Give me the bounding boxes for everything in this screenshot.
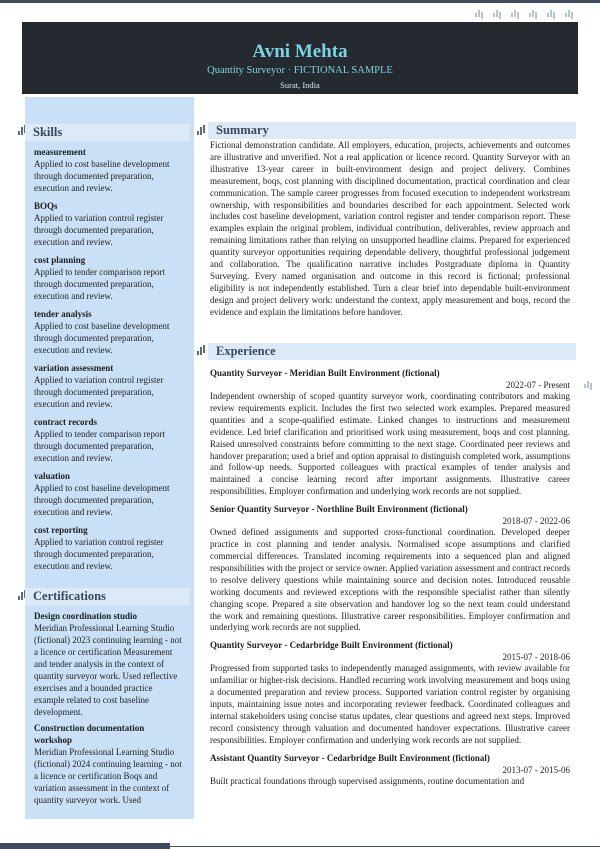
job-desc: Independent ownership of scoped quantity surveyor work, coordinating contributors and making review requirements explicit. Includes the first two selected work examples. Prepared measured quantities and a scope-qualified estimate. Linked changes to instructions and measurement evidence. Led brief clarification and prioritised work using measurement, boqs and cost planning. Raised unresolved constraints before committing to the next stage. Coordinated peer reviews and handover preparation; used a brief and option appraisal to distinguish completed work, assumptions and follow-up needs. Supported colleagues with practical examples of tender analysis and maintained a concise learning record after important assignments. Illustrative career responsibilities. Employer confirmation and underlying work records are not supplied. [210, 391, 570, 497]
summary-section [210, 122, 570, 319]
bar-chart-icons-right [584, 380, 592, 388]
job-date: 2022-07 - Present [506, 380, 570, 390]
bar-chart-icon [529, 9, 537, 17]
skill-desc: Applied to cost baseline development through documented preparation, execution and review. [34, 483, 170, 517]
skill-item [34, 524, 184, 578]
summary-heading: Summary [208, 122, 576, 139]
skill-item [34, 200, 184, 254]
bottom-rule-thick [0, 843, 170, 849]
cert-desc: Meridian Professional Learning Studio (fictional) 2024 continuing learning - not a licence or certification Boqs and variation assessment in the context of quantity surveyor work. Used [34, 747, 182, 805]
bottom-rule-thin [170, 846, 600, 847]
skill-item [34, 146, 184, 200]
resume-header [22, 22, 578, 94]
candidate-role: Quantity Surveyor · FICTIONAL SAMPLE [207, 65, 393, 76]
skills-list [34, 146, 184, 578]
cert-item [34, 610, 184, 718]
bar-chart-icon [547, 9, 555, 17]
skill-desc: Applied to tender comparison report through documented preparation, execution and review. [34, 267, 165, 301]
skill-name: BOQs [34, 201, 58, 211]
sidebar [25, 97, 194, 819]
bar-chart-icon [493, 9, 501, 17]
cert-name: Design coordination studio [34, 611, 138, 621]
skill-name: contract records [34, 417, 98, 427]
job-entry [210, 503, 570, 634]
bar-chart-icon [565, 9, 573, 17]
skill-desc: Applied to variation control register through documented preparation, execution and review. [34, 537, 164, 571]
bar-chart-icon [511, 9, 519, 17]
skill-desc: Applied to cost baseline development through documented preparation, execution and review. [34, 159, 170, 193]
experience-section [210, 343, 570, 788]
skill-name: measurement [34, 147, 86, 157]
skill-desc: Applied to variation control register through documented preparation, execution and review. [34, 375, 164, 409]
skill-name: tender analysis [34, 309, 92, 319]
job-title: Senior Quantity Surveyor - Northline Built Environment (fictional) [210, 504, 468, 515]
certifications-heading: Certifications [25, 588, 190, 605]
skill-desc: Applied to variation control register through documented preparation, execution and review. [34, 213, 164, 247]
cert-desc: Meridian Professional Learning Studio (fictional) 2023 continuing learning - not a licence or certification Measurement and tender analysis in the context of quantity surveyor work. Used reflective exercises and a bounded practice example related to cost baseline development. [34, 623, 182, 717]
candidate-location: Surat, India [280, 80, 320, 90]
job-entry [210, 367, 570, 498]
job-title: Quantity Surveyor - Cedarbridge Built Environment (fictional) [210, 640, 453, 651]
certifications-list [34, 610, 184, 806]
cert-item [34, 722, 184, 806]
candidate-name: Avni Mehta [252, 41, 348, 62]
job-title: Assistant Quantity Surveyor - Cedarbridge Built Environment (fictional) [210, 752, 490, 763]
job-date: 2013-07 - 2015-06 [502, 764, 570, 775]
experience-heading: Experience [208, 343, 576, 360]
skill-item [34, 416, 184, 470]
skill-item [34, 362, 184, 416]
skill-name: valuation [34, 471, 71, 481]
cert-name: Construction documentation workshop [34, 723, 145, 745]
bar-chart-icon [584, 380, 592, 388]
job-entry [210, 639, 570, 746]
job-entry [210, 752, 570, 788]
bar-chart-icons-top [475, 9, 573, 17]
job-date: 2015-07 - 2018-06 [502, 652, 570, 663]
summary-text: Fictional demonstration candidate. All employers, education, projects, achievements and outcomes are illustrative and unverified. Not a real application or licence record. Quantity Surveyor with an illustrative 13-year career in built-environment design and project delivery. Combines measurement, boqs, cost planning with disciplined documentation, practical coordination and clear communication. The sample career progresses from focused execution to independent workstream ownership, with responsibilities and boundaries described for each appointment. Selected work includes cost baseline development, variation control register and tender comparison report. These examples explain the original problem, individual contribution, deliverables, review approach and remaining limitations rather than relying on unsupported headline claims. Prepared for experienced quantity surveyor opportunities requiring dependable delivery, thoughtful professional judgement and collaboration. The qualification narrative includes Postgraduate diploma in Quantity Surveying. Every named organisation and outcome in this record is fictional; professional eligibility is not independently established. Turn a clear brief into dependable built-environment design and project delivery work: understand the context, apply measurement and boqs, record the evidence and explain the limitations before handover. [210, 140, 570, 317]
job-title: Quantity Surveyor - Meridian Built Environment (fictional) [210, 368, 440, 378]
bar-chart-icon [197, 346, 207, 356]
skill-item [34, 254, 184, 308]
skill-desc: Applied to tender comparison report through documented preparation, execution and review. [34, 429, 165, 463]
top-rule [0, 0, 600, 3]
job-desc: Progressed from supported tasks to independently managed assignments, with review available for unfamiliar or higher-risk decisions. Handled recurring work involving measurement and boqs using a documented preparation and review process. Supported variation control register by organising inputs, maintaining issue notes and incorporating reviewer feedback. Coordinated colleagues and internal stakeholders using concise status updates, clear questions and agreed next steps. Improved record consistency through valuation and documented handover expectations. Illustrative career responsibilities. Employer confirmation and underlying work records are not supplied. [210, 663, 570, 745]
skill-item [34, 308, 184, 362]
job-desc: Built practical foundations through supervised assignments, routine documentation and [210, 775, 525, 786]
bar-chart-icon [197, 126, 207, 136]
skill-name: cost planning [34, 255, 86, 265]
skill-name: variation assessment [34, 363, 114, 373]
job-desc: Owned defined assignments and supported cross-functional coordination. Developed deeper practice in cost planning and tender analysis. Normalised scope assumptions and clarified commercial differences. Translated incoming requirements into a sequenced plan and aligned responsibilities with the project or service owner. Applied variation assessment and contract records to resolve delivery questions while maintaining source and decision notes. Introduced reusable working documents and reviewed exceptions with the responsible specialist rather than silently changing scope. Prepared a site observation and handover log so the next team could understand the work and remaining questions. Illustrative career responsibilities. Employer confirmation and underlying work records are not supplied. [210, 527, 570, 633]
bar-chart-icon [475, 9, 483, 17]
skill-name: cost reporting [34, 525, 88, 535]
skill-item [34, 470, 184, 524]
job-date: 2018-07 - 2022-06 [502, 516, 570, 527]
skills-heading: Skills [25, 124, 190, 141]
skill-desc: Applied to cost baseline development through documented preparation, execution and review. [34, 321, 170, 355]
